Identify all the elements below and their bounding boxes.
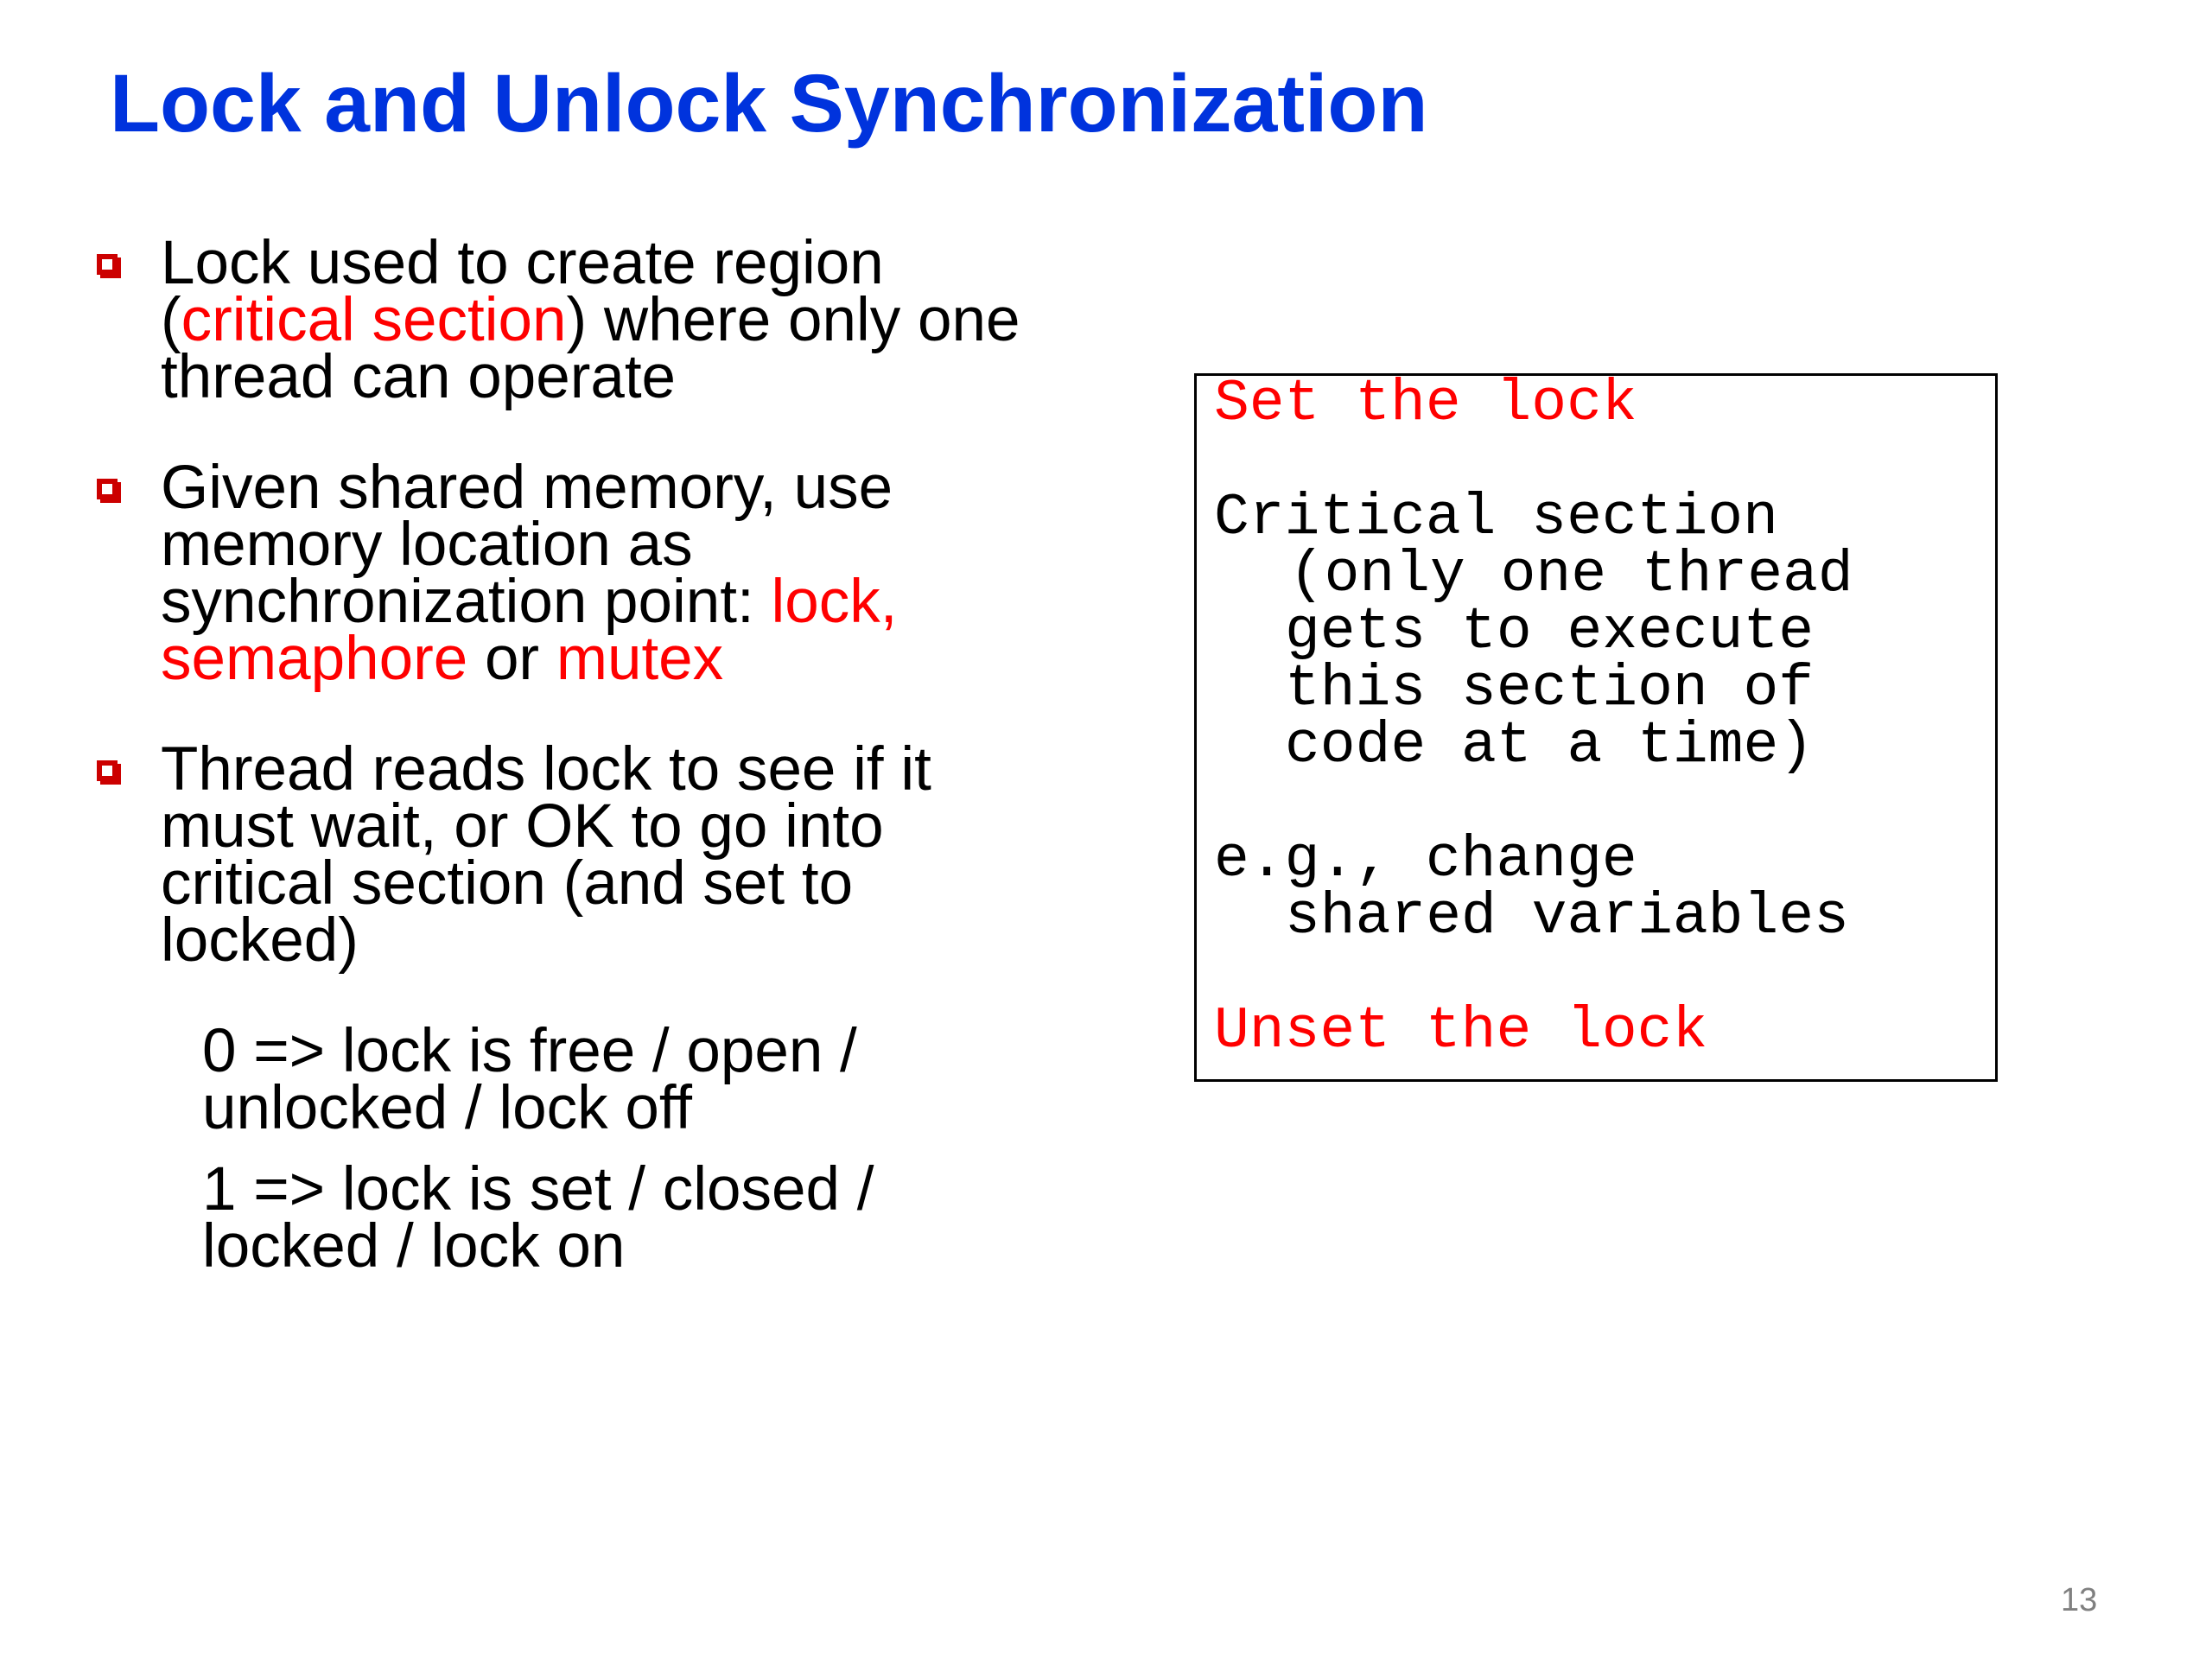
bullet-text: Given shared memory, use memory location as synchronization point:: [161, 454, 893, 636]
bullet-item: [93, 454, 1061, 693]
code-set-lock: Set the lock: [1214, 371, 1637, 437]
code-critical-line: this section of: [1285, 656, 1815, 722]
bullet-item: [93, 229, 1061, 411]
bullet-list: [93, 229, 1061, 1300]
bullet-item: [93, 735, 1061, 975]
code-critical-title: Critical section: [1214, 485, 1778, 551]
bullet-text: Thread reads lock to see if it must wait, or OK to go into critical section (and set to locked): [161, 735, 931, 975]
code-unset-lock: Unset the lock: [1214, 998, 1708, 1065]
square-bullet-icon: [97, 479, 118, 499]
code-box: [1194, 373, 1998, 1082]
highlight-mutex: mutex: [556, 625, 724, 693]
code-critical-line: code at a time): [1285, 713, 1815, 779]
bullet-text: ) where only one thread can operate: [161, 286, 1020, 411]
sub-item-lock-free: 0 => lock is free / open / unlocked / lock off: [202, 1017, 857, 1142]
code-critical-line: (only one thread: [1254, 542, 1853, 608]
sub-item-lock-set: 1 => lock is set / closed / locked / lock on: [202, 1155, 874, 1281]
slide-title: Lock and Unlock Synchronization: [110, 58, 1428, 149]
code-example-line: shared variables: [1285, 884, 1849, 950]
highlight-lock-semaphore: lock, semaphore: [161, 568, 898, 693]
code-example-title: e.g., change: [1214, 827, 1637, 893]
bullet-text: Lock used to create region (: [161, 229, 884, 354]
page-number: 13: [2061, 1582, 2098, 1618]
square-bullet-icon: [97, 760, 118, 781]
highlight-critical-section: critical section: [181, 286, 567, 354]
code-critical-line: gets to execute: [1285, 599, 1815, 665]
square-bullet-icon: [97, 254, 118, 275]
bullet-text: or: [467, 625, 556, 693]
